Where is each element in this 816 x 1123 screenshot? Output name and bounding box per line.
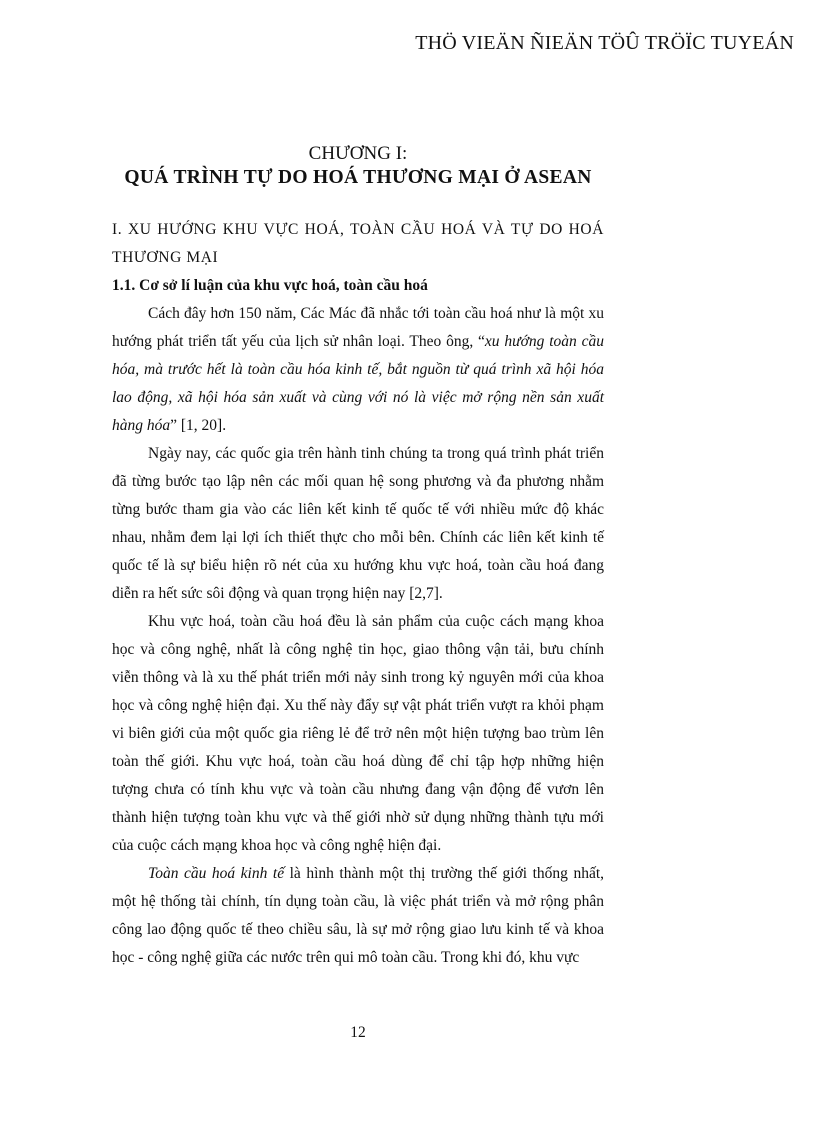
paragraph-4-text: là hình thành một thị trường thế giới thống nhất, một hệ thống tài chính, tín dụng toàn cầu, là việc phát triển và mở rộng phân công lao động quốc tế theo chiều sâu, là sự mở rộng giao lưu kinh tế và khoa học - công nghệ giữa các nước trên qui mô toàn cầu. Trong khi đó, khu vực	[112, 865, 604, 966]
paragraph-1-citation: ” [1, 20].	[170, 417, 227, 434]
chapter-title: QUÁ TRÌNH TỰ DO HOÁ THƯƠNG MẠI Ở ASEAN	[124, 167, 592, 188]
chapter-label: CHƯƠNG I:	[308, 143, 408, 164]
paragraph-1	[112, 300, 604, 440]
body-text	[112, 216, 604, 972]
page-number: 12	[350, 1024, 366, 1041]
paragraph-1-quote: xu hướng toàn cầu hóa, mà trước hết là toàn cầu hóa kinh tế, bắt nguồn từ quá trình xã hội hóa lao động, xã hội hóa sản xuất và cùng với nó là việc mở rộng nền sản xuất hàng hóa	[112, 333, 604, 434]
paragraph-1-text: Cách đây hơn 150 năm, Các Mác đã nhắc tới toàn cầu hoá như là một xu hướng phát triển tất yếu của lịch sử nhân loại. Theo ông, “	[112, 305, 604, 350]
paragraph-3: Khu vực hoá, toàn cầu hoá đều là sản phẩm của cuộc cách mạng khoa học và công nghệ, nhất là công nghệ tin học, giao thông vận tải, bưu chính viễn thông và là xu thế phát triển mới nảy sinh trong kỷ nguyên mới của khoa học và công nghệ hiện đại. Xu thế này đẩy sự vật phát triển vượt ra khỏi phạm vi biên giới của một quốc gia riêng lẻ để trở nên một hiện tượng bao trùm lên toàn thế giới. Khu vực hoá, toàn cầu hoá dùng để chỉ tập hợp những hiện tượng chưa có tính khu vực và toàn cầu nhưng đang vận động để vươn lên thành hiện tượng toàn khu vực và thế giới nhờ sử dụng những thành tựu mới của cuộc cách mạng khoa học và công nghệ hiện đại.	[112, 613, 604, 854]
section-heading: I. XU HƯỚNG KHU VỰC HOÁ, TOÀN CẦU HOÁ VÀ TỰ DO HOÁ THƯƠNG MẠI	[112, 221, 604, 266]
paragraph-2: Ngày nay, các quốc gia trên hành tinh chúng ta trong quá trình phát triển đã từng bước tạo lập nên các mối quan hệ song phương và đa phương nhằm từng bước tham gia vào các liên kết kinh tế quốc tế với nhiều mức độ khác nhau, nhằm đem lại lợi ích thiết thực cho mỗi bên. Chính các liên kết kinh tế quốc tế là sự biểu hiện rõ nét của xu hướng khu vực hoá, toàn cầu hoá đang diễn ra hết sức sôi động và quan trọng hiện nay [2,7].	[112, 445, 604, 602]
paragraph-4	[112, 860, 604, 972]
subsection-heading: 1.1. Cơ sở lí luận của khu vực hoá, toàn cầu hoá	[112, 277, 428, 294]
paragraph-4-term: Toàn cầu hoá kinh tế	[148, 865, 285, 882]
page-header: THÖ VIEÄN ÑIEÄN TÖÛ TRÖÏC TUYEÁN	[415, 32, 794, 54]
